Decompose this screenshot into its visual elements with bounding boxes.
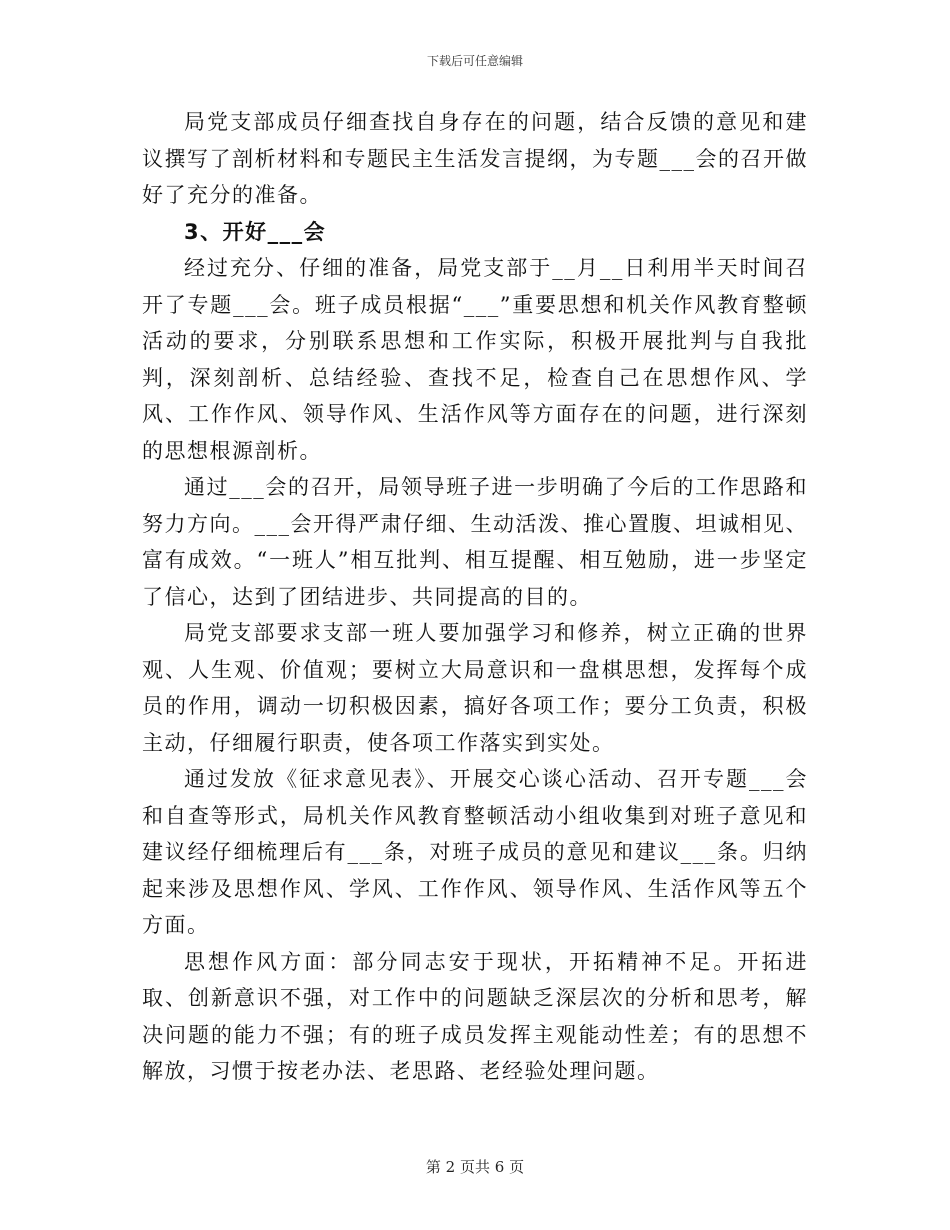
paragraph-preparation: 局党支部成员仔细查找自身存在的问题，结合反馈的意见和建议撰写了剖析材料和专题民主生活发言提纲，为专题___会的召开做好了充分的准备。	[142, 110, 808, 207]
document-body	[142, 104, 808, 1090]
paragraph-requirements: 局党支部要求支部一班人要加强学习和修养，树立正确的世界观、人生观、价值观；要树立大局意识和一盘棋思想，发挥每个成员的作用，调动一切积极因素，搞好各项工作；要分工负责，积极主动，仔细履行职责，使各项工作落实到实处。	[142, 621, 808, 755]
page-number: 第 2 页共 6 页	[425, 1158, 525, 1176]
paragraph-feedback: 通过发放《征求意见表》、开展交心谈心活动、召开专题___会和自查等形式，局机关作风教育整顿活动小组收集到对班子意见和建议经仔细梳理后有___条，对班子成员的意见和建议___条。归纳起来涉及思想作风、学风、工作作风、领导作风、生活作风等五个方面。	[142, 767, 808, 937]
paragraph-thinking-style: 思想作风方面：部分同志安于现状，开拓精神不足。开拓进取、创新意识不强，对工作中的问题缺乏深层次的分析和思考，解决问题的能力不强；有的班子成员发挥主观能动性差；有的思想不解放，习惯于按老办法、老思路、老经验处理问题。	[142, 949, 808, 1083]
page-header: 下载后可任意编辑	[426, 54, 523, 68]
section-heading: 3、开好___会	[184, 219, 327, 244]
paragraph-outcome: 通过___会的召开，局领导班子进一步明确了今后的工作思路和努力方向。___会开得严肃仔细、生动活泼、推心置腹、坦诚相见、富有成效。“一班人”相互批判、相互提醒、相互勉励，进一步坚定了信心，达到了团结进步、共同提高的目的。	[142, 475, 808, 609]
paragraph-meeting: 经过充分、仔细的准备，局党支部于__月__日利用半天时间召开了专题___会。班子成员根据“___”重要思想和机关作风教育整顿活动的要求，分别联系思想和工作实际，积极开展批判与自我批判，深刻剖析、总结经验、查找不足，检查自己在思想作风、学风、工作作风、领导作风、生活作风等方面存在的问题，进行深刻的思想根源剖析。	[142, 256, 808, 463]
